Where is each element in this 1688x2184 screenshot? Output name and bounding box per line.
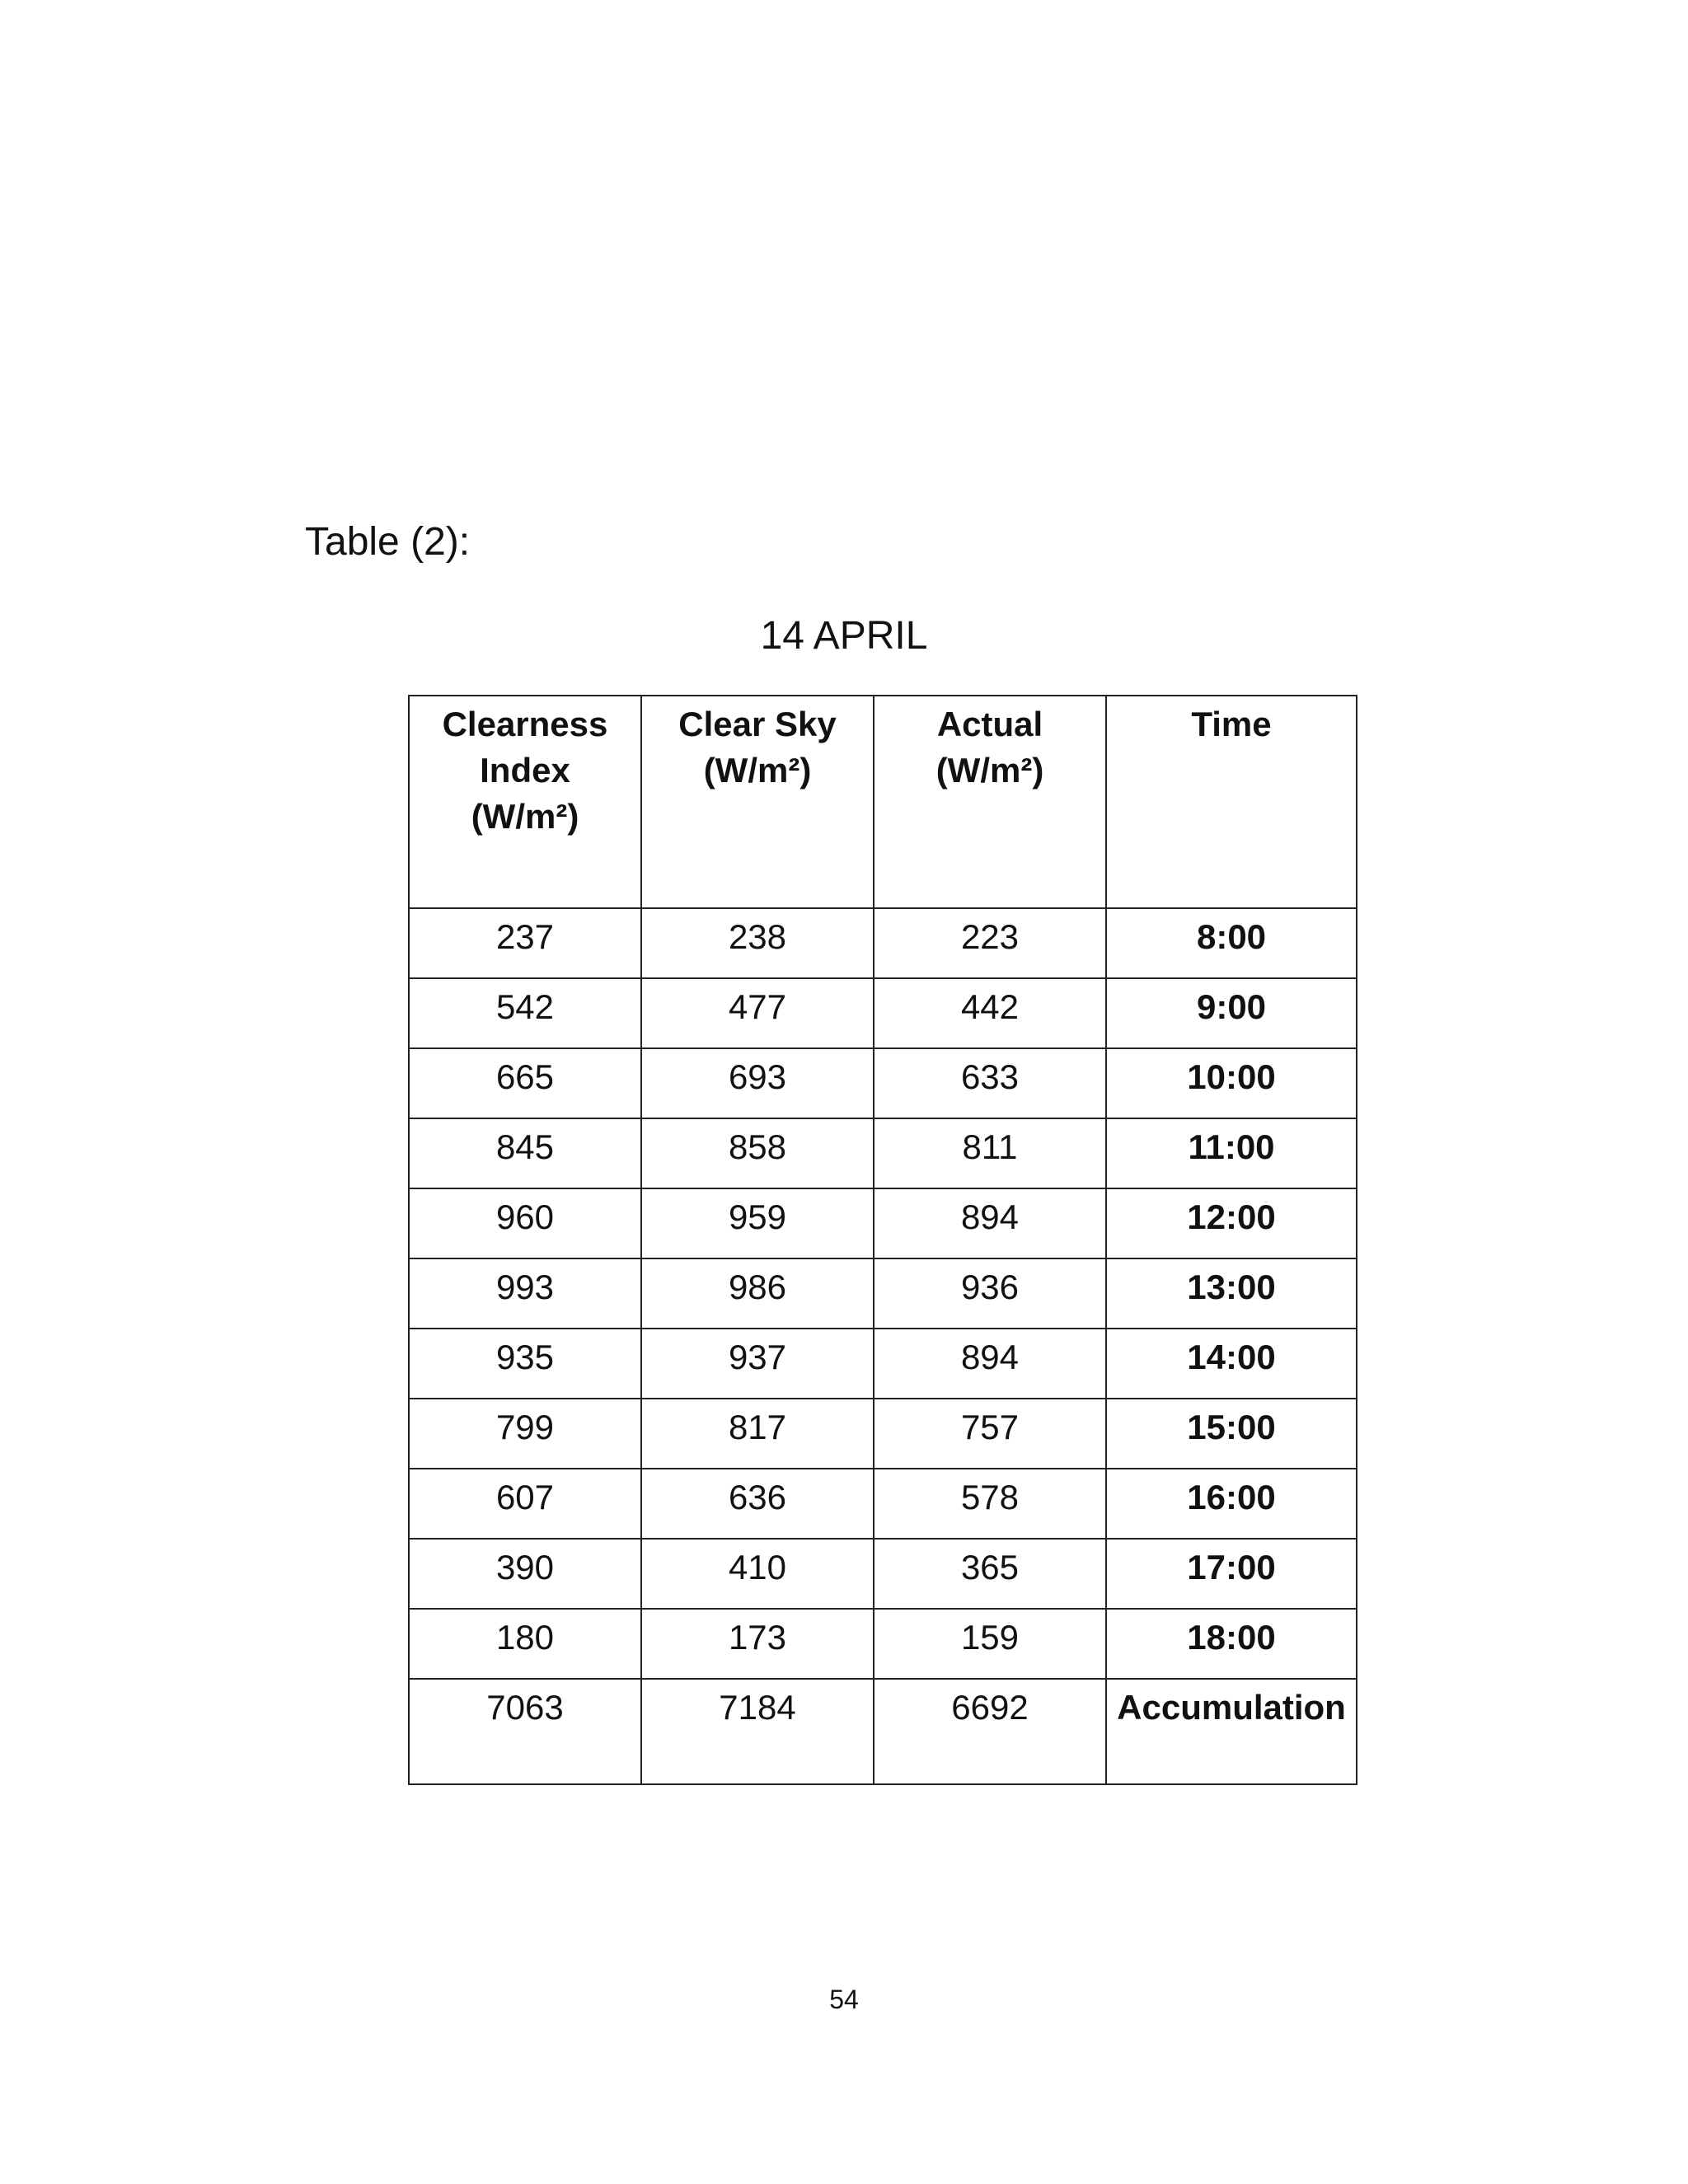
header-line: Time (1191, 705, 1272, 743)
table-cell: 693 (641, 1048, 874, 1118)
table-cell: 442 (874, 978, 1106, 1048)
table-cell: 223 (874, 908, 1106, 978)
table-cell: 238 (641, 908, 874, 978)
table-header-row (409, 696, 1357, 908)
table-cell: 578 (874, 1469, 1106, 1539)
table-row (409, 1188, 1357, 1258)
page-number: 54 (829, 1985, 859, 2014)
table-row (409, 1118, 1357, 1188)
table-row (409, 1329, 1357, 1399)
table-cell: 993 (409, 1258, 641, 1329)
total-cell: 6692 (874, 1679, 1106, 1784)
header-clear-sky (641, 696, 874, 908)
table-cell: 390 (409, 1539, 641, 1609)
time-cell: 18:00 (1106, 1609, 1357, 1679)
total-cell: 7063 (409, 1679, 641, 1784)
table-cell: 633 (874, 1048, 1106, 1118)
table-cell: 935 (409, 1329, 641, 1399)
table-cell: 665 (409, 1048, 641, 1118)
header-unit: (W/m²) (703, 751, 812, 790)
table-cell: 159 (874, 1609, 1106, 1679)
table-cell: 636 (641, 1469, 874, 1539)
table-cell: 410 (641, 1539, 874, 1609)
table-cell: 858 (641, 1118, 874, 1188)
header-line: Index (480, 751, 570, 790)
table-cell: 845 (409, 1118, 641, 1188)
header-line: Clear Sky (678, 705, 837, 743)
time-cell: 15:00 (1106, 1399, 1357, 1469)
table-cell: 937 (641, 1329, 874, 1399)
table-cell: 542 (409, 978, 641, 1048)
header-clearness-index (409, 696, 641, 908)
table-cell: 365 (874, 1539, 1106, 1609)
table-cell: 936 (874, 1258, 1106, 1329)
table-row (409, 1258, 1357, 1329)
accumulation-row (409, 1679, 1357, 1784)
table-title: 14 APRIL (760, 614, 928, 658)
time-cell: 17:00 (1106, 1539, 1357, 1609)
header-actual (874, 696, 1106, 908)
table-cell: 477 (641, 978, 874, 1048)
table-cell: 799 (409, 1399, 641, 1469)
table-caption: Table (2): (305, 520, 471, 564)
table-cell: 811 (874, 1118, 1106, 1188)
header-line: Clearness (442, 705, 608, 743)
table-row (409, 1609, 1357, 1679)
table-cell: 986 (641, 1258, 874, 1329)
table-cell: 173 (641, 1609, 874, 1679)
accumulation-label: Accumulation (1106, 1679, 1357, 1784)
table-cell: 607 (409, 1469, 641, 1539)
time-cell: 16:00 (1106, 1469, 1357, 1539)
table-cell: 237 (409, 908, 641, 978)
time-cell: 13:00 (1106, 1258, 1357, 1329)
table-cell: 817 (641, 1399, 874, 1469)
table-body (409, 908, 1357, 1784)
time-cell: 9:00 (1106, 978, 1357, 1048)
header-unit: (W/m²) (471, 797, 579, 836)
table-cell: 894 (874, 1188, 1106, 1258)
header-line: Actual (936, 705, 1043, 743)
header-time (1106, 696, 1357, 908)
table-cell: 894 (874, 1329, 1106, 1399)
time-cell: 8:00 (1106, 908, 1357, 978)
total-cell: 7184 (641, 1679, 874, 1784)
irradiance-table (408, 695, 1357, 1785)
table-cell: 757 (874, 1399, 1106, 1469)
header-unit: (W/m²) (935, 751, 1044, 790)
table-row (409, 1399, 1357, 1469)
time-cell: 11:00 (1106, 1118, 1357, 1188)
table-cell: 959 (641, 1188, 874, 1258)
table-row (409, 1048, 1357, 1118)
time-cell: 10:00 (1106, 1048, 1357, 1118)
time-cell: 12:00 (1106, 1188, 1357, 1258)
time-cell: 14:00 (1106, 1329, 1357, 1399)
table-row (409, 1539, 1357, 1609)
table-row (409, 908, 1357, 978)
table-cell: 960 (409, 1188, 641, 1258)
table-row (409, 978, 1357, 1048)
table-row (409, 1469, 1357, 1539)
table-cell: 180 (409, 1609, 641, 1679)
